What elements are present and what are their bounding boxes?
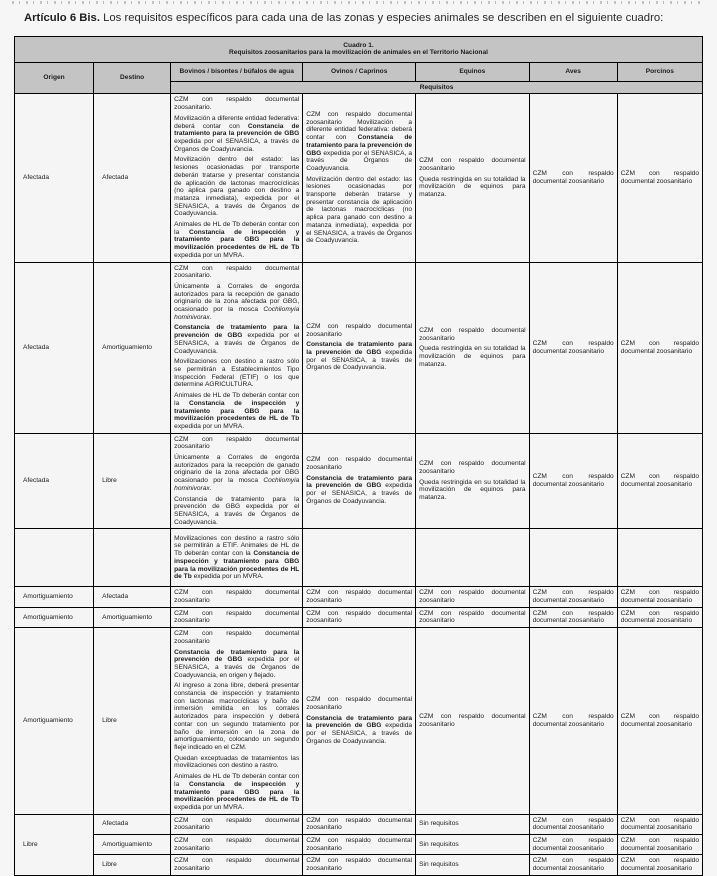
article-number: Artículo 6 Bis. bbox=[24, 12, 100, 24]
column-header-row bbox=[15, 62, 703, 81]
cell-aves: CZM con respaldo documental zoosanitario bbox=[529, 94, 617, 262]
table-row bbox=[15, 628, 703, 814]
cell-equinos: Sin requisitos bbox=[416, 835, 530, 855]
table-body bbox=[15, 94, 703, 875]
cell-porcinos: CZM con respaldo documental zoosanitario bbox=[617, 607, 702, 627]
cell-destino: Afectada bbox=[94, 814, 171, 834]
article-text: Los requisitos específicos para cada una de las zonas y especies animales se describen en el siguiente cuadro: bbox=[99, 12, 664, 24]
cell-bovinos: CZM con respaldo documental zoosanitario. Movilización a diferente entidad federativa: deberá contar con Constancia de tratamiento para la prevención de GBG expedida por el SENASICA, a través de Órganos de Coadyuvancia. Movilización dentro del estado: las lesiones ocasionadas por transporte deberán tratarse y presentar constancia de aplicación de lactonas macrocíclicas (no aplica para ganado con destino a matanza inmediata), expedida por el SENASICA, a través de Órganos de Coadyuvancia. Animales de HL de Tb deberán contar con la Constancia de inspección y tratamiento para GBG para la movilización procedentes de HL de Tb expedida por un MVRA. bbox=[171, 94, 303, 262]
cell-equinos: CZM con respaldo documental zoosanitario bbox=[416, 607, 530, 627]
cell-equinos: Sin requisitos bbox=[416, 855, 530, 875]
cell-bovinos: CZM con respaldo documental zoosanitario bbox=[171, 855, 303, 875]
requisitos-table bbox=[14, 36, 703, 876]
cell-bovinos: CZM con respaldo documental zoosanitario bbox=[171, 607, 303, 627]
cell-ovinos bbox=[303, 529, 416, 587]
article-paragraph bbox=[10, 12, 707, 26]
cell-aves: CZM con respaldo documental zoosanitario bbox=[529, 607, 617, 627]
cell-ovinos: CZM con respaldo documental zoosanitario bbox=[303, 835, 416, 855]
cell-destino: Amortiguamiento bbox=[94, 262, 171, 433]
cell-equinos: CZM con respaldo documental zoosanitario Queda restringida en su totalidad la movilización de equinos para matanza. bbox=[416, 94, 530, 262]
requisitos-subheader: Requisitos bbox=[171, 81, 703, 94]
cell-bovinos: CZM con respaldo documental zoosanitario bbox=[171, 587, 303, 607]
cell-origen bbox=[15, 529, 94, 587]
column-header-origen: Origen bbox=[15, 62, 94, 94]
cell-destino: Libre bbox=[94, 855, 171, 875]
cell-bovinos: Movilizaciones con destino a rastro sólo se permitirán a ETIF. Animales de HL de Tb deberán contar con la Constancia de inspección y tratamiento para GBG para la movilización procedentes de HL de Tb expedida por un MVRA. bbox=[171, 529, 303, 587]
cell-destino: Amortiguamiento bbox=[94, 835, 171, 855]
cell-porcinos: CZM con respaldo documental zoosanitario bbox=[617, 855, 702, 875]
table-title-line1: Cuadro 1. bbox=[343, 41, 374, 49]
table-title-row bbox=[15, 36, 703, 62]
cell-bovinos: CZM con respaldo documental zoosanitario Únicamente a Corrales de engorda autorizados para la recepción de ganado originario de la zona afectada por GBG ocasionado por la mosca Cochliomyia hominivorax. Constancia de tratamiento para la prevención de GBG expedida por el SENASICA, a través de Órganos de Coadyuvancia. bbox=[171, 433, 303, 529]
cell-porcinos: CZM con respaldo documental zoosanitario bbox=[617, 94, 702, 262]
table-row bbox=[15, 529, 703, 587]
cell-destino bbox=[94, 529, 171, 587]
table-header bbox=[15, 36, 703, 94]
cell-ovinos: CZM con respaldo documental zoosanitario Constancia de tratamiento para la prevención de GBG expedida por el SENASICA, a través de Órganos de Coadyuvancia. bbox=[303, 433, 416, 529]
column-header-destino: Destino bbox=[94, 62, 171, 94]
cell-aves: CZM con respaldo documental zoosanitario bbox=[529, 433, 617, 529]
column-header-ovinos: Ovinos / Caprinos bbox=[303, 62, 416, 81]
cell-destino: Amortiguamiento bbox=[94, 607, 171, 627]
cell-destino: Libre bbox=[94, 433, 171, 529]
cell-ovinos: CZM con respaldo documental zoosanitario Constancia de tratamiento para la prevención de GBG expedida por el SENASICA, a través de Órganos de Coadyuvancia. bbox=[303, 262, 416, 433]
cell-origen: Amortiguamiento bbox=[15, 628, 94, 814]
cell-bovinos: CZM con respaldo documental zoosanitario Constancia de tratamiento para la prevención de GBG expedida por el SENASICA, a través de Órganos de Coadyuvancia, en origen y flejado. Al ingreso a zona libre, deberá presentar constancia de inspección y tratamiento con lactonas macrocíclicas y baño de inmersión emitida en los corrales autorizados para inspección y deberá contar con un segundo tratamiento por baño de inmersión en la zona de amortiguamiento, colocando un segundo fleje indicado en el CZM. Quedan exceptuadas de tratamientos las movilizaciones con destino a rastro. Animales de HL de Tb deberán contar con la Constancia de inspección y tratamiento para GBG para la movilización procedentes de HL de Tb expedida por un MVRA. bbox=[171, 628, 303, 814]
cell-destino: Libre bbox=[94, 628, 171, 814]
table-title bbox=[15, 36, 703, 62]
cell-bovinos: CZM con respaldo documental zoosanitario bbox=[171, 835, 303, 855]
table-row bbox=[15, 607, 703, 627]
cell-ovinos: CZM con respaldo documental zoosanitario Movilización a diferente entidad federativa: deberá contar con Constancia de tratamiento para la prevención de GBG expedida por el SENASICA, a través de Órganos de Coadyuvancia. Movilización dentro del estado: las lesiones ocasionadas por transporte deberán tratarse y presentar constancia de aplicación de lactonas macrocíclicas (no aplica para ganado con destino a matanza inmediata), expedida por el SENASICA, a través de Órganos de Coadyuvancia. bbox=[303, 94, 416, 262]
table-row bbox=[15, 814, 703, 834]
cell-ovinos: CZM con respaldo documental zoosanitario bbox=[303, 855, 416, 875]
column-header-bovinos: Bovinos / bisontes / búfalos de agua bbox=[171, 62, 303, 81]
cell-origen: Libre bbox=[15, 814, 94, 875]
column-header-equinos: Equinos bbox=[416, 62, 530, 81]
cell-porcinos: CZM con respaldo documental zoosanitario bbox=[617, 433, 702, 529]
cell-equinos: CZM con respaldo documental zoosanitario Queda restringida en su totalidad la movilización de equinos para matanza. bbox=[416, 262, 530, 433]
cell-porcinos: CZM con respaldo documental zoosanitario bbox=[617, 835, 702, 855]
cell-equinos: CZM con respaldo documental zoosanitario bbox=[416, 587, 530, 607]
cropped-text-line bbox=[12, 1, 705, 4]
column-header-porcinos: Porcinos bbox=[617, 62, 702, 81]
cell-equinos: CZM con respaldo documental zoosanitario Queda restringida en su totalidad la movilización de equinos para matanza. bbox=[416, 433, 530, 529]
cell-equinos bbox=[416, 529, 530, 587]
column-header-aves: Aves bbox=[529, 62, 617, 81]
cell-aves: CZM con respaldo documental zoosanitario bbox=[529, 855, 617, 875]
cell-ovinos: CZM con respaldo documental zoosanitario bbox=[303, 587, 416, 607]
table-row bbox=[15, 835, 703, 855]
cell-destino: Afectada bbox=[94, 587, 171, 607]
cell-porcinos: CZM con respaldo documental zoosanitario bbox=[617, 262, 702, 433]
cell-porcinos: CZM con respaldo documental zoosanitario bbox=[617, 628, 702, 814]
cell-destino: Afectada bbox=[94, 94, 171, 262]
cell-origen: Amortiguamiento bbox=[15, 607, 94, 627]
cell-origen: Afectada bbox=[15, 433, 94, 529]
cell-ovinos: CZM con respaldo documental zoosanitario Constancia de tratamiento para la prevención de GBG expedida por el SENASICA, a través de Órganos de Coadyuvancia. bbox=[303, 628, 416, 814]
cell-aves: CZM con respaldo documental zoosanitario bbox=[529, 628, 617, 814]
cell-aves: CZM con respaldo documental zoosanitario bbox=[529, 814, 617, 834]
cell-porcinos: CZM con respaldo documental zoosanitario bbox=[617, 814, 702, 834]
table-row bbox=[15, 94, 703, 262]
cell-equinos: Sin requisitos bbox=[416, 814, 530, 834]
cell-aves bbox=[529, 529, 617, 587]
cell-origen: Afectada bbox=[15, 94, 94, 262]
table-row bbox=[15, 262, 703, 433]
cell-aves: CZM con respaldo documental zoosanitario bbox=[529, 587, 617, 607]
table-title-line2: Requisitos zoosanitarios para la movilización de animales en el Territorio Nacional bbox=[229, 49, 488, 57]
cell-ovinos: CZM con respaldo documental zoosanitario bbox=[303, 814, 416, 834]
cell-origen: Afectada bbox=[15, 262, 94, 433]
table-row bbox=[15, 587, 703, 607]
cell-aves: CZM con respaldo documental zoosanitario bbox=[529, 835, 617, 855]
cell-bovinos: CZM con respaldo documental zoosanitario. Únicamente a Corrales de engorda autorizados para la recepción de ganado originario de la zona afectada por GBG, ocasionado por la mosca Cochliomyia hominivorax. Constancia de tratamiento para la prevención de GBG expedida por el SENASICA, a través de Órganos de Coadyuvancia. Movilizaciones con destino a rastro sólo se permitirán a Establecimientos Tipo Inspección Federal (ETIF) o los que determine AGRICULTURA. Animales de HL de Tb deberán contar con la Constancia de inspección y tratamiento para GBG para la movilización procedentes de HL de Tb expedida por un MVRA. bbox=[171, 262, 303, 433]
cell-origen: Amortiguamiento bbox=[15, 587, 94, 607]
cell-aves: CZM con respaldo documental zoosanitario bbox=[529, 262, 617, 433]
table-row bbox=[15, 433, 703, 529]
table-row bbox=[15, 855, 703, 875]
cell-porcinos: CZM con respaldo documental zoosanitario bbox=[617, 587, 702, 607]
cell-porcinos bbox=[617, 529, 702, 587]
cell-ovinos: CZM con respaldo documental zoosanitario bbox=[303, 607, 416, 627]
cell-bovinos: CZM con respaldo documental zoosanitario bbox=[171, 814, 303, 834]
cell-equinos: CZM con respaldo documental zoosanitario bbox=[416, 628, 530, 814]
